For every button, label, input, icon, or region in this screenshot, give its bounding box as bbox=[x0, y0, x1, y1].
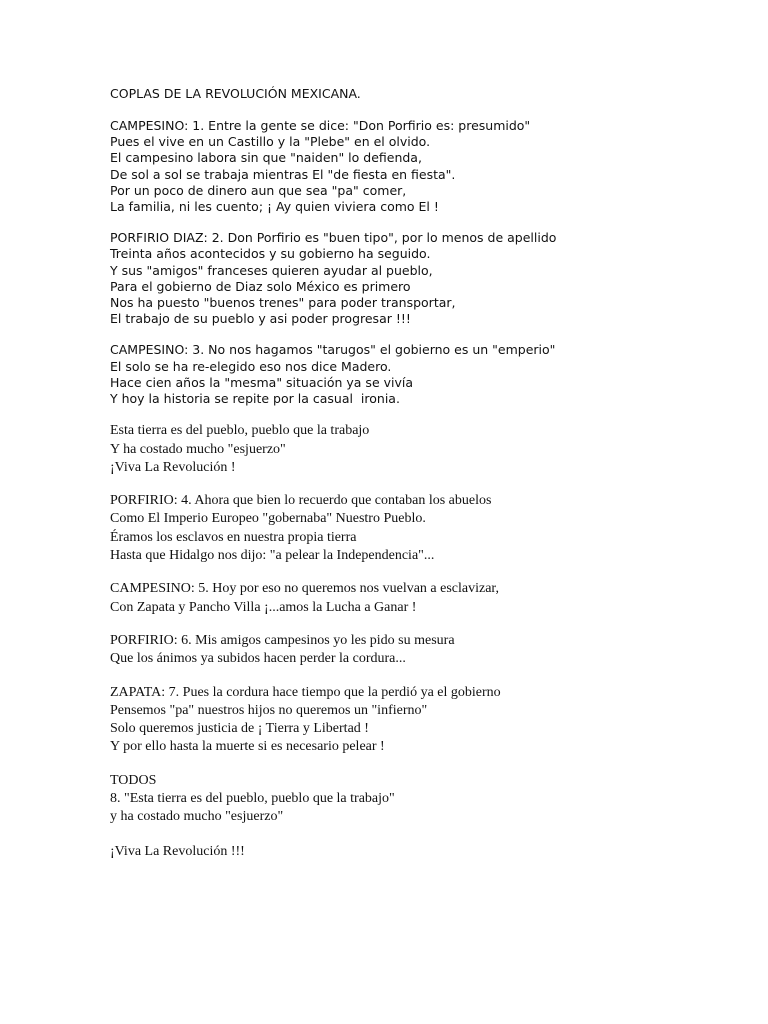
stanza-6 bbox=[110, 632, 750, 669]
verse-line: Como El Imperio Europeo "gobernaba" Nuestro Pueblo. bbox=[110, 511, 426, 527]
stanza-2 bbox=[110, 230, 750, 327]
verse-line: Por un poco de dinero aun que sea "pa" comer, bbox=[110, 182, 407, 198]
verse-line: CAMPESINO: 3. No nos hagamos "tarugos" el gobierno es un "emperio" bbox=[110, 342, 556, 358]
verse-line: ZAPATA: 7. Pues la cordura hace tiempo que la perdió ya el gobierno bbox=[110, 684, 501, 700]
verse-line: ¡Viva La Revolución !!! bbox=[110, 843, 245, 859]
verse-line: La familia, ni les cuento; ¡ Ay quien viviera como El ! bbox=[110, 199, 439, 215]
verse-line: y ha costado mucho "esjuerzo" bbox=[110, 809, 284, 825]
verse-line: ¡Viva La Revolución ! bbox=[110, 459, 236, 475]
verse-line: Y por ello hasta la muerte si es necesario pelear ! bbox=[110, 739, 385, 755]
verse-line: Solo queremos justicia de ¡ Tierra y Libertad ! bbox=[110, 721, 369, 737]
verse-line: Y sus "amigos" franceses quieren ayudar al pueblo, bbox=[110, 262, 433, 278]
stanza-1 bbox=[110, 118, 750, 215]
verse-line: CAMPESINO: 5. Hoy por eso no queremos nos vuelvan a esclavizar, bbox=[110, 581, 500, 597]
verse-line: Pues el vive en un Castillo y la "Plebe" en el olvido. bbox=[110, 134, 431, 150]
verse-line: Nos ha puesto "buenos trenes" para poder transportar, bbox=[110, 295, 456, 311]
stanza-5 bbox=[110, 580, 750, 617]
verse-line: Con Zapata y Pancho Villa ¡...amos la Lucha a Ganar ! bbox=[110, 599, 417, 615]
stanza-chorus bbox=[110, 422, 750, 477]
verse-line: Y hoy la historia se repite por la casual ironia. bbox=[110, 391, 400, 407]
stanza-closing bbox=[110, 843, 750, 861]
verse-line: 8. "Esta tierra es del pueblo, pueblo que la trabajo" bbox=[110, 791, 395, 806]
stanza-7 bbox=[110, 684, 750, 757]
document-title: COPLAS DE LA REVOLUCIÓN MEXICANA. bbox=[110, 86, 361, 101]
verse-line: Hace cien años la "mesma" situación ya se vivía bbox=[110, 374, 414, 390]
verse-line: Éramos los esclavos en nuestra propia tierra bbox=[110, 529, 357, 545]
stanza-3 bbox=[110, 342, 750, 407]
verse-line: PORFIRIO DIAZ: 2. Don Porfirio es "buen tipo", por lo menos de apellido bbox=[110, 230, 557, 246]
verse-line: CAMPESINO: 1. Entre la gente se dice: "Don Porfirio es: presumido" bbox=[110, 118, 531, 133]
stanza-8 bbox=[110, 772, 750, 827]
verse-line: PORFIRIO: 4. Ahora que bien lo recuerdo que contaban los abuelos bbox=[110, 493, 492, 509]
verse-line: De sol a sol se trabaja mientras El "de fiesta en fiesta". bbox=[110, 166, 456, 182]
verse-line: Para el gobierno de Diaz solo México es primero bbox=[110, 278, 411, 294]
verse-line: TODOS bbox=[110, 772, 157, 788]
verse-line: Treinta años acontecidos y su gobierno ha seguido. bbox=[110, 246, 431, 262]
verse-line: Hasta que Hidalgo nos dijo: "a pelear la Independencia"... bbox=[110, 548, 435, 564]
document-page bbox=[110, 85, 750, 876]
verse-line: Esta tierra es del pueblo, pueblo que la trabajo bbox=[110, 423, 370, 439]
stanza-4 bbox=[110, 492, 750, 565]
verse-line: Que los ánimos ya subidos hacen perder la cordura... bbox=[110, 651, 406, 667]
verse-line: Pensemos "pa" nuestros hijos no queremos un "infierno" bbox=[110, 702, 428, 718]
verse-line: El solo se ha re-elegido eso nos dice Madero. bbox=[110, 358, 392, 374]
verse-line: PORFIRIO: 6. Mis amigos campesinos yo les pido su mesura bbox=[110, 632, 455, 648]
verse-line: Y ha costado mucho "esjuerzo" bbox=[110, 441, 286, 457]
verse-line: El trabajo de su pueblo y asi poder progresar !!! bbox=[110, 311, 411, 327]
verse-line: El campesino labora sin que "naiden" lo defienda, bbox=[110, 150, 422, 166]
